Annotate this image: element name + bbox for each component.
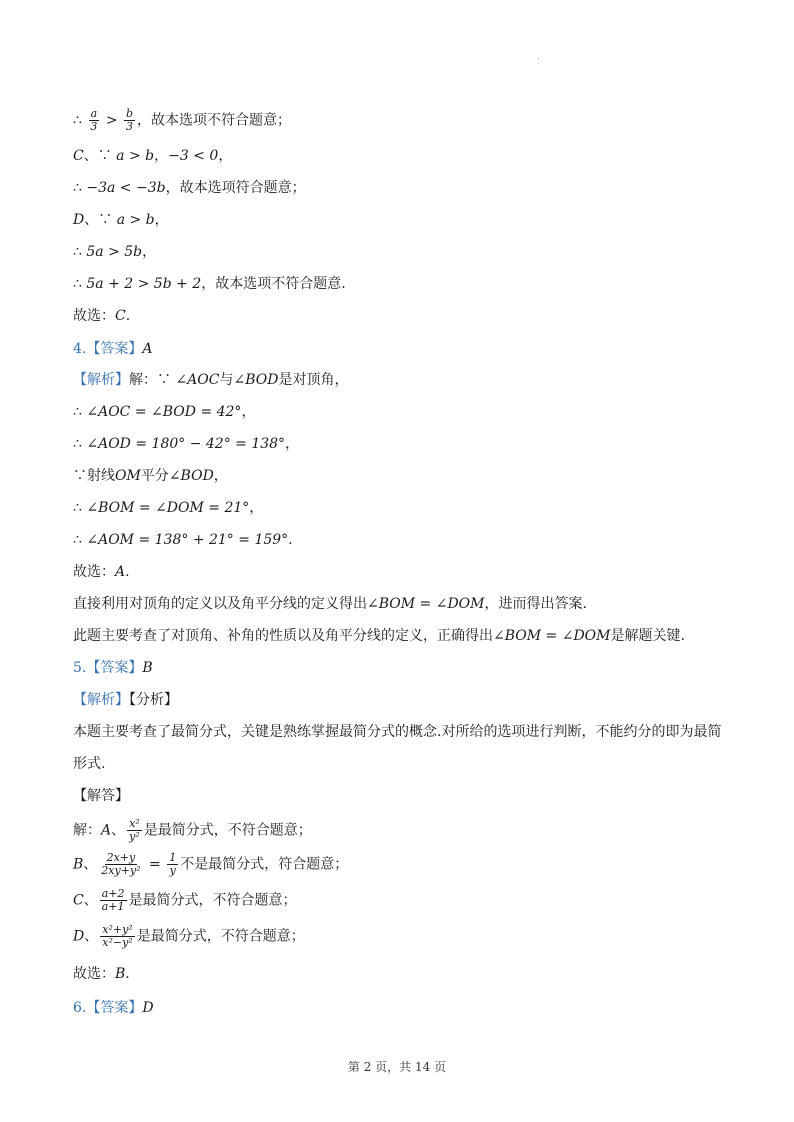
math-expression: 5a > 5b	[86, 244, 143, 260]
math-expression: a > b	[116, 212, 155, 228]
text-line	[73, 964, 130, 984]
text-line	[73, 888, 297, 913]
text-span: .	[125, 564, 130, 580]
math-expression: C	[115, 308, 126, 324]
text-line	[73, 146, 232, 166]
math-expression: −3 < 0	[168, 148, 219, 164]
fraction-denominator: 3	[90, 120, 98, 133]
text-span: ，进而得出答案.	[484, 596, 587, 612]
math-expression: C	[73, 892, 84, 909]
section-label: 5.【答案】	[73, 660, 143, 676]
math-expression: ∠AOC	[175, 372, 220, 388]
text-line	[73, 434, 299, 454]
fraction-denominator: y	[169, 864, 176, 877]
text-span: 、	[84, 928, 99, 945]
text-line	[73, 786, 129, 806]
fraction	[100, 924, 134, 949]
math-expression: ∠AOC = ∠BOD = 42°	[86, 404, 242, 420]
math-expression: D	[142, 1000, 154, 1016]
math-expression: B	[115, 966, 126, 982]
text-span: ，故本选项符合题意；	[165, 180, 306, 196]
scan-dot	[538, 58, 539, 59]
text-span: ，	[142, 244, 157, 260]
section-label: 【解析】	[73, 372, 129, 388]
text-span: 与	[219, 372, 234, 388]
text-span: 是最简分式，不符合题意；	[136, 928, 305, 945]
math-expression: −3a < −3b	[86, 180, 166, 196]
text-line	[73, 339, 152, 359]
text-span: ，	[241, 404, 256, 420]
page-footer: 第 2 页，共 14 页	[347, 1060, 447, 1074]
text-span: ，故本选项不符合题意；	[137, 112, 292, 129]
math-expression: B	[142, 660, 153, 676]
text-span: 、∵	[84, 212, 117, 228]
text-line	[73, 530, 293, 550]
text-span: 、	[83, 892, 98, 909]
fraction-numerator: 2x+y	[106, 851, 136, 864]
text-line	[73, 852, 348, 877]
math-expression: A	[101, 822, 112, 839]
text-line	[73, 818, 312, 843]
text-span: ，故本选项不符合题意.	[201, 276, 346, 292]
fraction	[124, 108, 135, 133]
text-span: ∴	[73, 112, 87, 129]
fraction	[127, 818, 142, 843]
text-span: 直接利用对顶角的定义以及角平分线的定义得出	[73, 596, 367, 612]
text-span: 解：∵	[129, 372, 176, 388]
text-line	[73, 658, 153, 678]
text-span: ∵射线	[73, 468, 115, 484]
section-label: 6.【答案】	[73, 1000, 143, 1016]
text-span: ，	[154, 212, 169, 228]
fraction-numerator: x²	[129, 817, 140, 830]
text-line	[73, 626, 685, 646]
text-span: 、∵	[83, 148, 117, 164]
fraction-denominator: x²−y²	[102, 936, 133, 949]
text-span: ∴	[73, 532, 87, 548]
text-line	[73, 690, 178, 710]
text-span: .	[125, 308, 131, 324]
text-line	[73, 210, 169, 230]
text-span: ，	[213, 468, 228, 484]
text-span: 故选：	[73, 308, 115, 324]
text-span: 【分析】	[129, 692, 178, 708]
text-line	[73, 466, 228, 486]
math-expression: ∠AOD = 180° − 42° = 138°	[86, 436, 286, 452]
text-span: 是最简分式，不符合题意；	[143, 822, 312, 839]
text-line	[73, 242, 156, 262]
text-line	[73, 108, 291, 133]
math-expression: ∠BOM = ∠DOM	[493, 628, 611, 644]
text-span: ∴	[73, 436, 87, 452]
text-line	[73, 306, 130, 326]
text-span: 【解答】	[73, 788, 129, 804]
text-line	[73, 274, 346, 294]
text-line	[73, 754, 105, 774]
text-span: 故选：	[73, 564, 115, 580]
text-span: 形式.	[73, 756, 106, 772]
math-expression: D	[73, 212, 85, 228]
text-span: 不是最简分式，符合题意；	[180, 856, 349, 873]
math-expression: B	[73, 856, 84, 873]
fraction-denominator: a+1	[101, 900, 125, 913]
fraction-numerator: a+2	[101, 887, 125, 900]
text-span: ∴	[73, 276, 87, 292]
text-span: 、	[111, 822, 126, 839]
text-span: 本题主要考查了最简分式，关键是熟练掌握最简分式的概念.对所给的选项进行判断，不能约分的即为最简	[73, 724, 722, 740]
text-span: =	[144, 856, 166, 873]
text-line	[73, 178, 306, 198]
fraction-numerator: b	[126, 107, 134, 120]
text-span: 是最简分式，不符合题意；	[128, 892, 297, 909]
fraction-denominator: y²	[129, 830, 140, 843]
text-line	[73, 370, 348, 390]
fraction-numerator: 1	[169, 851, 177, 864]
fraction	[167, 852, 178, 877]
fraction	[100, 888, 127, 913]
text-span: 是对顶角，	[278, 372, 349, 388]
text-span: 此题主要考查了对顶角、补角的性质以及角平分线的定义，正确得出	[73, 628, 493, 644]
text-line	[73, 402, 255, 422]
math-expression: ∠BOM = ∠DOM = 21°	[86, 500, 250, 516]
text-span: ∴	[73, 244, 87, 260]
text-span: ∴	[73, 404, 87, 420]
fraction	[88, 108, 99, 133]
math-expression: A	[115, 564, 126, 580]
fraction-numerator: a	[90, 107, 98, 120]
math-expression: D	[73, 928, 85, 945]
text-line	[73, 562, 130, 582]
fraction-denominator: 2xy+y²	[101, 864, 141, 877]
text-span: 是解题关键.	[610, 628, 685, 644]
text-span: 故选：	[73, 966, 115, 982]
math-expression: ∠BOM = ∠DOM	[367, 596, 485, 612]
text-span: ∴	[73, 180, 87, 196]
math-expression: a > b	[116, 148, 155, 164]
text-span: .	[288, 532, 293, 548]
fraction-denominator: 3	[126, 120, 134, 133]
math-expression: 5a + 2 > 5b + 2	[86, 276, 202, 292]
text-span: ，	[249, 500, 264, 516]
fraction	[99, 852, 142, 877]
text-span: 、	[83, 856, 98, 873]
text-line	[73, 722, 721, 742]
text-span: 解：	[73, 822, 101, 839]
text-line	[73, 498, 263, 518]
text-span: ∴	[73, 500, 87, 516]
fraction-numerator: x²+y²	[102, 923, 133, 936]
section-label: 4.【答案】	[73, 341, 143, 357]
text-line	[73, 924, 305, 949]
text-span: >	[101, 112, 122, 129]
text-line	[73, 594, 587, 614]
math-expression: OM	[115, 468, 141, 484]
math-expression: A	[142, 341, 153, 357]
text-span: 平分	[140, 468, 169, 484]
math-expression: ∠BOD	[233, 372, 279, 388]
section-label: 【解析】	[73, 692, 129, 708]
text-span: .	[125, 966, 130, 982]
math-expression: ∠BOD	[168, 468, 214, 484]
math-expression: C	[73, 148, 84, 164]
text-span: ，	[285, 436, 300, 452]
text-line	[73, 998, 154, 1018]
text-span: ，	[154, 148, 169, 164]
math-expression: ∠AOM = 138° + 21° = 159°	[86, 532, 289, 548]
text-span: ，	[218, 148, 233, 164]
